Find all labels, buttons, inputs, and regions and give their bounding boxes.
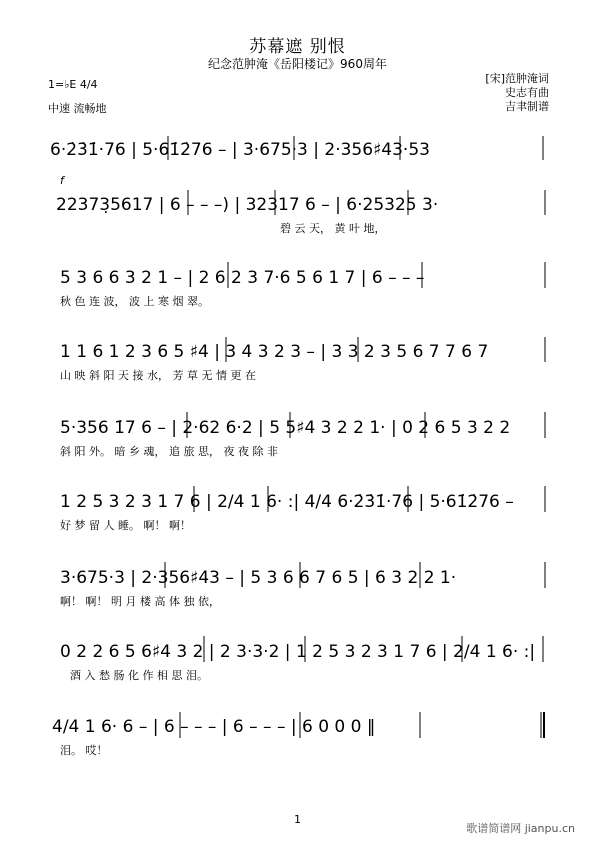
site-watermark: 歌谱简谱网 jianpu.cn — [466, 822, 575, 835]
notes-row-6: 1 2 5 3 2 3 1 7 6 | 2/4 1 6· :| 4/4 6·2̇3̇1̇·76 | 5·61̇2̇76 – — [60, 492, 514, 512]
lyrics-row-3: 秋 色 连 波， 波 上 寒 烟 翠。 — [60, 295, 209, 308]
lyrics-row-5: 斜 阳 外。 暗 乡 魂， 追 旅 思， 夜 夜 除 非 — [60, 445, 278, 458]
lyrics-row-4: 山 映 斜 阳 天 接 水， 芳 草 无 情 更 在 — [60, 369, 256, 382]
score-row-5 — [60, 412, 545, 458]
score-row-1 — [50, 136, 543, 160]
score-row-4 — [60, 337, 545, 382]
lyrics-row-2: 碧 云 天， 黄 叶 地， — [280, 222, 386, 235]
score-row-3 — [60, 262, 545, 308]
tempo-marking: 中速 流畅地 — [48, 102, 107, 115]
dynamic-mark: f — [60, 174, 64, 187]
score-row-2 — [56, 190, 545, 235]
lyrics-row-8: 酒 入 愁 肠 化 作 相 思 泪。 — [70, 669, 208, 682]
score-row-9 — [52, 712, 544, 757]
notes-row-5: 5·356 1̇7 6 – | 2·62 6·2 | 5 5♯4 3 2 2 1· | 0 2 6 5 3 2 2 — [60, 418, 511, 438]
notes-row-4: 1 1 6 1 2 3 6 5 ♯4 | 3 4 3 2 3 – | 3 3 2 3 5 6 7 7 6 7 — [60, 342, 489, 362]
lyrics-row-6: 好 梦 留 人 睡。 啊！ 啊！ — [60, 519, 191, 532]
key-signature: 1=♭E 4/4 — [48, 78, 98, 91]
lyricist-credit: [宋]范肿淹词 — [485, 72, 549, 85]
score-row-6 — [60, 486, 545, 532]
notes-row-3: 5 3 6 6 3 2 1 – | 2 6 2 3 7·6 5 6 1 7 | 6 – – – — [60, 268, 425, 288]
notes-row-8: 0 2 2 6 5 6♯4 3 2 | 2 3·3·2 | 1 2 5 3 2 3 1 7 6 | 2/4 1 6· :| — [60, 642, 536, 662]
page-title: 苏幕遮 别恨 — [249, 37, 346, 57]
notes-row-1: 6·2̇3̇1̇·76 | 5·61̇2̇76 – | 3·675·3 | 2·356♯43·53 — [50, 140, 430, 160]
notes-row-9: 4/4 1 6· 6 – | 6 – – – | 6 – – – | 6 0 0 0 ‖ — [52, 717, 376, 737]
page-number: 1 — [294, 813, 301, 826]
score-row-7 — [60, 562, 545, 608]
notes-row-7: 3·675·3 | 2·356♯43 – | 5 3 6 6 7 6 5 | 6 3 2 2 1· — [60, 568, 457, 588]
notes-row-2: 22373̣5617 | 6 – – –) | 32317 6 – | 6·25325 3· — [56, 195, 439, 215]
lyrics-row-7: 啊！ 啊！ 明 月 楼 高 体 独 依， — [60, 595, 220, 608]
score-row-8 — [60, 636, 543, 682]
lyrics-row-9: 泪。 哎！ — [60, 744, 108, 757]
page-subtitle: 纪念范肿淹《岳阳楼记》960周年 — [208, 57, 387, 71]
transcriber-credit: 吉聿制谱 — [505, 100, 549, 113]
composer-credit: 史志有曲 — [505, 86, 549, 99]
